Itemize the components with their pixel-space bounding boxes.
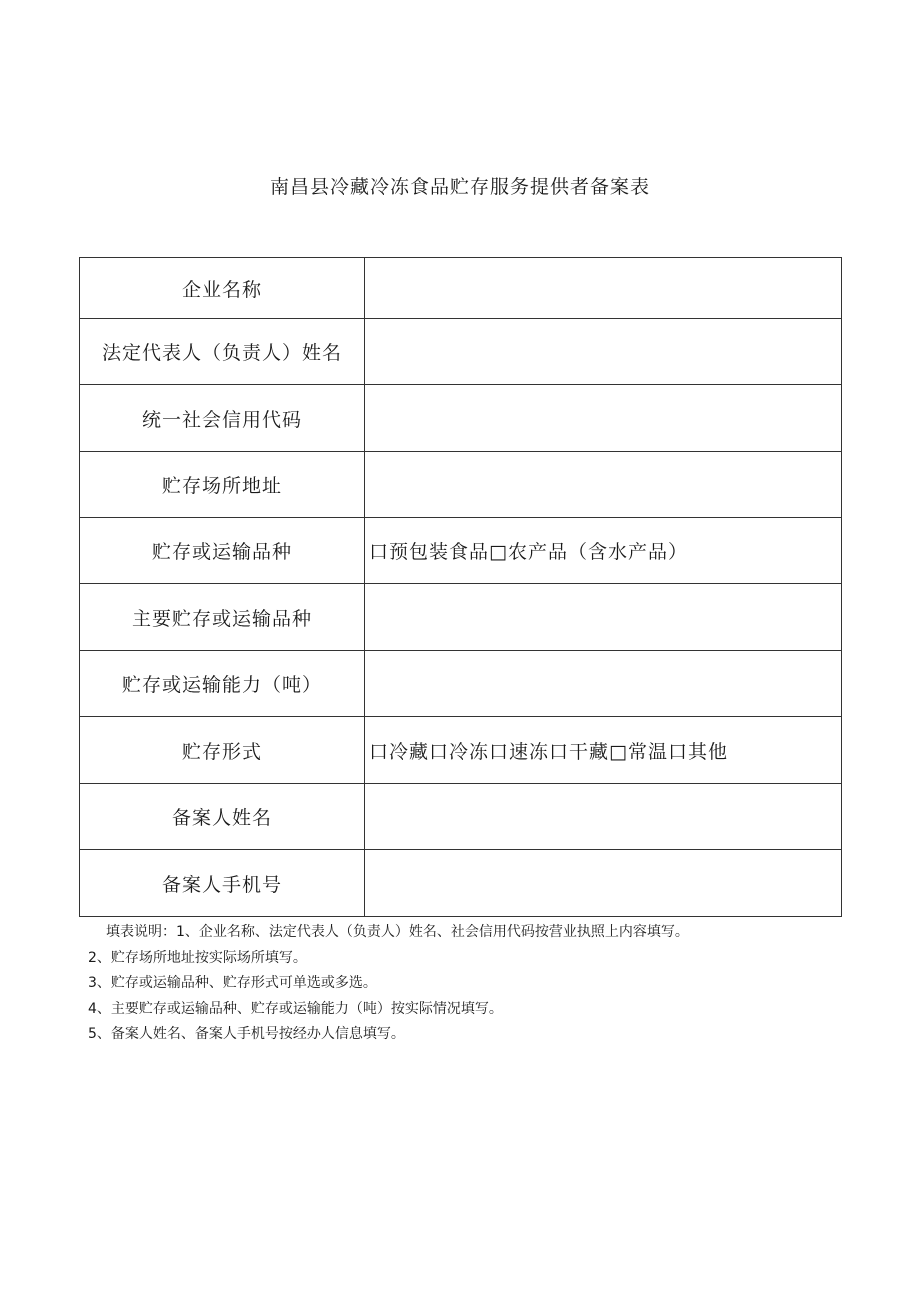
label-storage-address: 贮存场所地址 (80, 452, 365, 518)
table-row (80, 850, 842, 917)
field-company-name[interactable] (365, 258, 842, 319)
label-legal-representative: 法定代表人（负责人）姓名 (80, 319, 365, 385)
table-row (80, 385, 842, 452)
table-row (80, 518, 842, 584)
label-storage-form: 贮存形式 (80, 717, 365, 784)
instruction-line: 5、备案人姓名、备案人手机号按经办人信息填写。 (88, 1026, 405, 1042)
instruction-line: 2、贮存场所地址按实际场所填写。 (88, 949, 307, 966)
instruction-line: 填表说明：1、企业名称、法定代表人（负责人）姓名、社会信用代码按营业执照上内容填写。 (106, 924, 689, 940)
label-main-storage-category: 主要贮存或运输品种 (80, 584, 365, 651)
table-row (80, 319, 842, 385)
label-filer-phone: 备案人手机号 (80, 850, 365, 917)
label-storage-category: 贮存或运输品种 (80, 518, 365, 584)
table-row (80, 651, 842, 717)
field-storage-form-options[interactable]: 口冷藏口冷冻口速冻口干藏□常温口其他 (365, 717, 842, 784)
instruction-line: 4、主要贮存或运输品种、贮存或运输能力（吨）按实际情况填写。 (88, 1000, 503, 1017)
field-storage-capacity[interactable] (365, 651, 842, 717)
label-company-name: 企业名称 (80, 258, 365, 319)
field-storage-address[interactable] (365, 452, 842, 518)
table-row (80, 784, 842, 850)
label-storage-capacity: 贮存或运输能力（吨） (80, 651, 365, 717)
label-filer-name: 备案人姓名 (80, 784, 365, 850)
field-storage-category-options[interactable]: 口预包装食品□农产品（含水产品） (365, 518, 842, 584)
field-main-storage-category[interactable] (365, 584, 842, 651)
field-filer-name[interactable] (365, 784, 842, 850)
instruction-line: 3、贮存或运输品种、贮存形式可单选或多选。 (88, 975, 377, 991)
field-filer-phone[interactable] (365, 850, 842, 917)
field-legal-representative[interactable] (365, 319, 842, 385)
filling-instructions (88, 920, 848, 1048)
form-title: 南昌县冷藏冷冻食品贮存服务提供者备案表 (269, 176, 650, 198)
field-credit-code[interactable] (365, 385, 842, 452)
table-row (80, 584, 842, 651)
registration-form-table (79, 257, 842, 917)
table-row (80, 717, 842, 784)
label-credit-code: 统一社会信用代码 (80, 385, 365, 452)
table-row (80, 258, 842, 319)
table-row (80, 452, 842, 518)
